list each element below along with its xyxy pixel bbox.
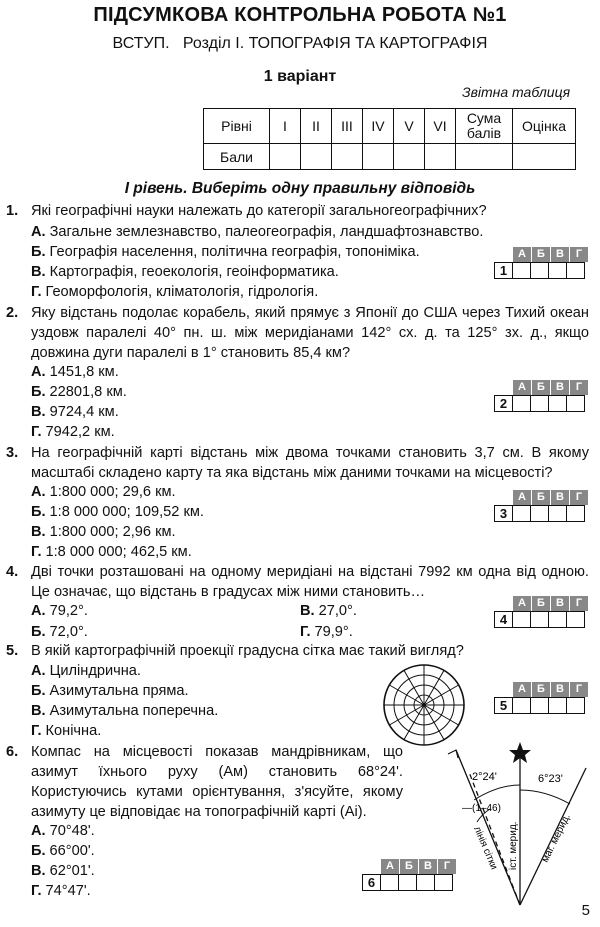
answer-grid-4 (494, 596, 589, 628)
grid-letter: Б (532, 380, 551, 395)
answer-box[interactable] (512, 611, 531, 628)
option (300, 622, 353, 642)
option-letter: Г. (31, 544, 42, 560)
option-letter: В. (300, 603, 315, 619)
answer-grid-3 (494, 490, 589, 522)
option (31, 242, 420, 262)
question-text: Компас на місцевості показав мандрівникам, що азимут їхнього руху (Ам) становить 68°24'. Користуючись кутами орієнтування, з'ясуйте, якому азимуту це відповідає на топографічній карті (Аі). (31, 744, 403, 820)
report-table (203, 108, 576, 170)
grid-letter: А (513, 380, 532, 395)
option-text: 66°00'. (49, 843, 95, 859)
option-letter: В. (31, 404, 46, 420)
question-text: Дві точки розташовані на одному меридіані на відстані 7992 км одна від одною. Це означає, що відстань в градусах між ними становить… (31, 564, 589, 600)
option (31, 721, 101, 741)
question-number: 2. (6, 305, 19, 321)
question-text: Яку відстань подолає корабель, який прямує з Японії до США через Тихий океан уздовж паралелі 40° пн. ш. між меридіанами 142° сх. д. та 125° зх. д., якщо довжина дуги паралелі в 1° становить 85,4 км? (31, 305, 589, 361)
option-letter: Г. (31, 723, 42, 739)
grid-letter: Г (438, 859, 457, 874)
question-number: 6. (6, 744, 19, 760)
grid-letter: А (513, 596, 532, 611)
answer-box[interactable] (512, 262, 531, 279)
report-header-cell: II (301, 109, 332, 144)
option (31, 841, 95, 861)
report-cell[interactable] (513, 144, 576, 170)
report-header-cell: Сума балів (456, 109, 513, 144)
answer-grid-2 (494, 380, 589, 412)
option-text: Азимутальна пряма. (49, 683, 189, 699)
answer-box[interactable] (548, 611, 567, 628)
report-header-cell: I (270, 109, 301, 144)
report-header-row (204, 109, 576, 144)
grid-letter: В (551, 247, 570, 262)
option (31, 881, 91, 901)
grid-letter: Г (570, 247, 589, 262)
answer-box[interactable] (530, 697, 549, 714)
answer-box[interactable] (512, 505, 531, 522)
option-text: Загальне землезнавство, палеогеографія, ландшафтознавство. (49, 224, 484, 240)
variant-title: 1 варіант (263, 68, 337, 85)
answer-box[interactable] (530, 611, 549, 628)
option-text: 74°47'. (45, 883, 91, 899)
grid-arrow-icon (448, 750, 458, 758)
option (31, 222, 483, 242)
option (31, 422, 115, 442)
answer-box[interactable] (548, 262, 567, 279)
option-text: 1:800 000; 29,6 км. (49, 484, 176, 500)
answer-grid-1 (494, 247, 589, 279)
option-letter: А. (31, 224, 46, 240)
answer-box[interactable] (566, 611, 585, 628)
option-letter: Г. (31, 883, 42, 899)
option-letter: Б. (31, 384, 46, 400)
level-heading: І рівень. Виберіть одну правильну відповідь (124, 180, 476, 197)
report-row-label: Бали (204, 144, 270, 170)
option-text: Геоморфологія, кліматологія, гідрологія. (45, 284, 319, 300)
grid-number: 4 (494, 611, 513, 628)
option-letter: В. (31, 524, 46, 540)
report-caption: Звітна таблиця (462, 84, 571, 100)
grid-number: 5 (494, 697, 513, 714)
option-letter: В. (31, 703, 46, 719)
option-text: Географія населення, політична географія, топоніміка. (49, 244, 420, 260)
option-letter: Г. (300, 624, 311, 640)
option-text: 72,0°. (49, 624, 88, 640)
answer-grid-5 (494, 682, 589, 714)
option (31, 542, 192, 562)
grid-letter: В (551, 596, 570, 611)
question-text: В якій картографічній проекції градусна сітка має такий вигляд? (31, 643, 464, 659)
grid-letter: Б (532, 247, 551, 262)
grid-letter: Г (570, 596, 589, 611)
option (31, 282, 318, 302)
grid-letter: Г (570, 490, 589, 505)
option (31, 701, 218, 721)
option-text: 1:8 000 000; 109,52 км. (49, 504, 204, 520)
option (31, 601, 88, 621)
option (300, 601, 357, 621)
report-cell[interactable] (270, 144, 301, 170)
angle1-arc (474, 785, 520, 800)
option-letter: А. (31, 484, 46, 500)
report-header-cell: V (394, 109, 425, 144)
option-letter: В. (31, 863, 46, 879)
question-text: Які географічні науки належать до категорії загальногеографічних? (31, 203, 487, 219)
answer-box[interactable] (512, 395, 531, 412)
answer-box[interactable] (566, 395, 585, 412)
answer-box[interactable] (566, 697, 585, 714)
section-title: ВСТУП. Розділ І. ТОПОГРАФІЯ ТА КАРТОГРАФІЯ (112, 35, 488, 52)
angle1-label: 2°24' (472, 771, 497, 783)
question-number: 1. (6, 203, 19, 219)
report-cell[interactable] (425, 144, 456, 170)
page-number: 5 (581, 902, 590, 919)
option (31, 402, 119, 422)
report-header-cell: Оцінка (513, 109, 576, 144)
answer-box[interactable] (512, 697, 531, 714)
option-letter: Г. (31, 424, 42, 440)
grid-letter: Б (532, 596, 551, 611)
option-text: Картографія, геоекологія, геоінформатика. (49, 264, 339, 280)
option-text: 79,9°. (314, 624, 353, 640)
answer-box[interactable] (548, 505, 567, 522)
report-cell[interactable] (363, 144, 394, 170)
report-header-cell: VI (425, 109, 456, 144)
grid-letter: Б (532, 682, 551, 697)
option-text: 9724,4 км. (49, 404, 119, 420)
option-text: 62°01'. (49, 863, 95, 879)
option-letter: В. (31, 264, 46, 280)
answer-box[interactable] (548, 697, 567, 714)
answer-box[interactable] (530, 505, 549, 522)
option (31, 821, 95, 841)
option (31, 382, 127, 402)
option (31, 502, 204, 522)
answer-box[interactable] (566, 505, 585, 522)
report-cell[interactable] (456, 144, 513, 170)
question-number: 3. (6, 445, 19, 461)
option (31, 622, 88, 642)
answer-box[interactable] (530, 395, 549, 412)
answer-box[interactable] (530, 262, 549, 279)
grid-letter: А (513, 682, 532, 697)
true-meridian-label: іст. мерид. (508, 821, 519, 870)
option-letter: А. (31, 663, 46, 679)
report-cell[interactable] (301, 144, 332, 170)
answer-box[interactable] (548, 395, 567, 412)
grid-line-label: лінія сітки (471, 824, 500, 872)
report-cell[interactable] (332, 144, 363, 170)
grid-letter: А (513, 490, 532, 505)
option-letter: Б. (31, 504, 46, 520)
option-letter: Г. (31, 284, 42, 300)
option-letter: Б. (31, 624, 46, 640)
answer-box[interactable] (380, 874, 399, 891)
report-header-cell: Рівні (204, 109, 270, 144)
option-letter: Б. (31, 843, 46, 859)
option-text: Азимутальна поперечна. (49, 703, 219, 719)
option-text: 27,0°. (318, 603, 357, 619)
option-text: 70°48'. (49, 823, 95, 839)
angle2-label: 6°23' (538, 773, 563, 785)
grid-letter: В (551, 682, 570, 697)
option-letter: А. (31, 603, 46, 619)
grid-number: 6 (362, 874, 381, 891)
option (31, 262, 339, 282)
report-header-cell: III (332, 109, 363, 144)
option (31, 482, 176, 502)
option-text: 1451,8 км. (49, 364, 119, 380)
option-text: Циліндрична. (49, 663, 141, 679)
grid-letter: Г (570, 682, 589, 697)
option (31, 362, 119, 382)
report-header-cell: IV (363, 109, 394, 144)
option-text: 7942,2 км. (45, 424, 115, 440)
grid-letter: Б (400, 859, 419, 874)
question-number: 5. (6, 643, 19, 659)
grid-number: 2 (494, 395, 513, 412)
azimuth-diagram (420, 740, 590, 910)
question-text: На географічній карті відстань між двома точками становить 3,7 см. В якому масштабі складено карту та яка відстань між даними точками на місцевості? (31, 445, 589, 481)
report-cell[interactable] (394, 144, 425, 170)
grid-number: 1 (494, 262, 513, 279)
angle2-arc (520, 790, 570, 804)
answer-box[interactable] (398, 874, 417, 891)
option (31, 661, 141, 681)
option-text: 22801,8 км. (49, 384, 127, 400)
angle3-label: —(1–46) (462, 803, 501, 814)
grid-number: 3 (494, 505, 513, 522)
grid-letter: А (381, 859, 400, 874)
magnetic-meridian-label: маг. мерид. (539, 812, 573, 865)
option-text: Конічна. (45, 723, 102, 739)
grid-letter: А (513, 247, 532, 262)
grid-letter: В (551, 380, 570, 395)
option-text: 79,2°. (49, 603, 88, 619)
option-text: 1:8 000 000; 462,5 км. (45, 544, 192, 560)
option-letter: Б. (31, 244, 46, 260)
option (31, 861, 95, 881)
option-letter: А. (31, 364, 46, 380)
report-score-row (204, 144, 576, 170)
option-text: 1:800 000; 2,96 км. (49, 524, 176, 540)
option-letter: А. (31, 823, 46, 839)
option (31, 522, 176, 542)
answer-box[interactable] (566, 262, 585, 279)
grid-letter: В (419, 859, 438, 874)
question-number: 4. (6, 564, 19, 580)
grid-letter: Г (570, 380, 589, 395)
grid-letter: Б (532, 490, 551, 505)
azimuthal-grid-figure (381, 662, 467, 748)
option-letter: Б. (31, 683, 46, 699)
grid-letter: В (551, 490, 570, 505)
option (31, 681, 189, 701)
page-title: ПІДСУМКОВА КОНТРОЛЬНА РОБОТА №1 (93, 4, 507, 26)
